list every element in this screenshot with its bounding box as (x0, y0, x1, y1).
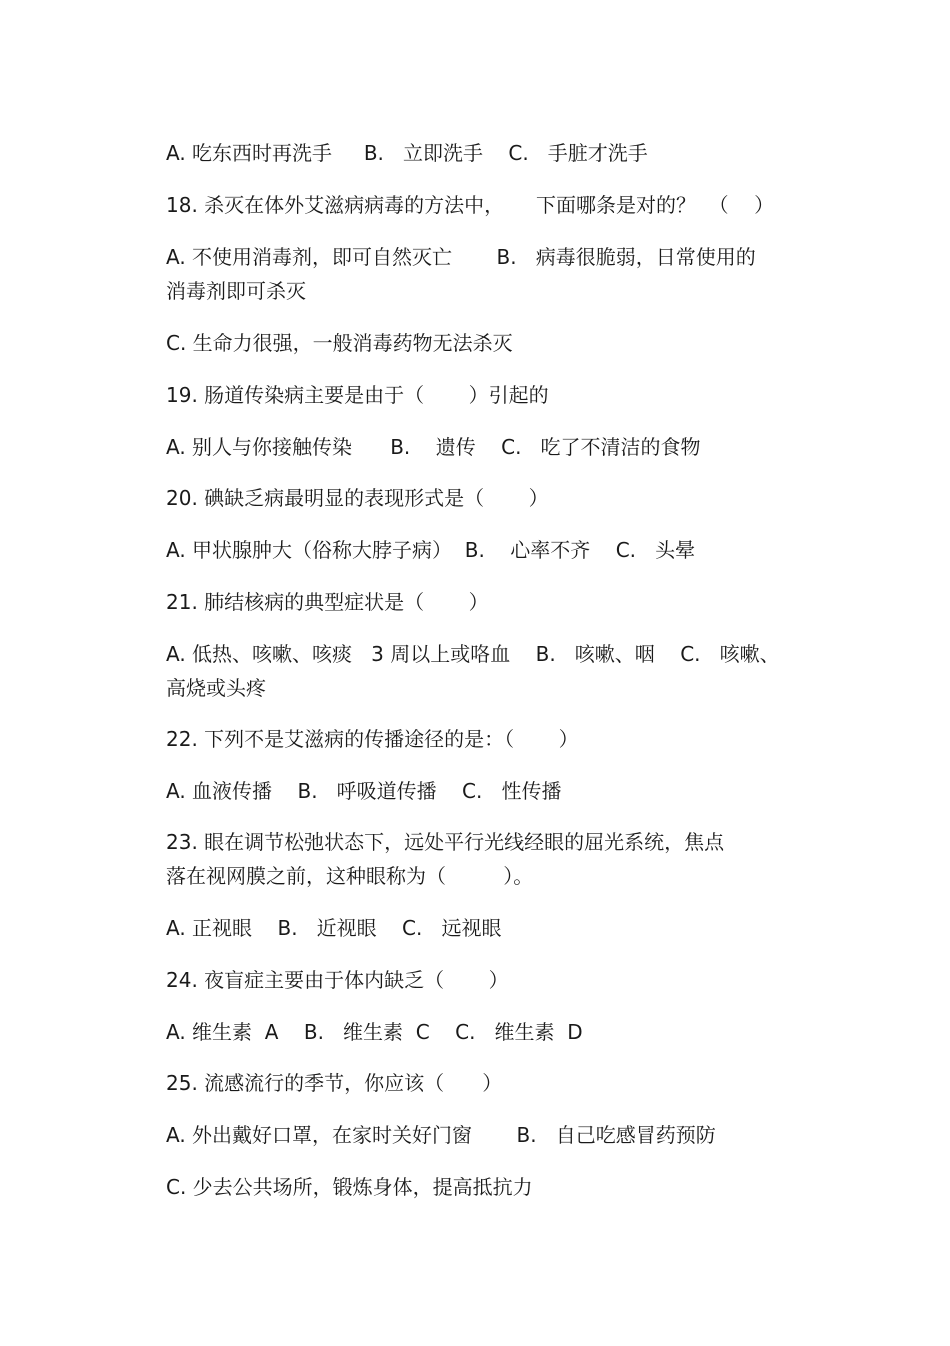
q23-question-line2: 落在视网膜之前，这种眼称为（ ）。 (166, 864, 534, 888)
q18-options-line2: 消毒剂即可杀灭 (166, 279, 306, 303)
q18-options-line1: A. 不使用消毒剂，即可自然灭亡 B. 病毒很脆弱，日常使用的 (166, 245, 756, 269)
q21-options-line1: A. 低热、咳嗽、咳痰 3 周以上或咯血 B. 咳嗽、咽 C. 咳嗽、 (166, 642, 780, 666)
q21-options-line2: 高烧或头疼 (166, 676, 266, 700)
q18-option-c: C. 生命力很强，一般消毒药物无法杀灭 (166, 331, 513, 355)
q21-question: 21. 肺结核病的典型症状是（ ） (166, 590, 489, 614)
q22-question: 22. 下列不是艾滋病的传播途径的是：（ ） (166, 727, 579, 751)
q24-options: A. 维生素 A B. 维生素 C C. 维生素 D (166, 1020, 583, 1044)
q17-options: A. 吃东西时再洗手 B. 立即洗手 C. 手脏才洗手 (166, 141, 648, 165)
q24-question: 24. 夜盲症主要由于体内缺乏（ ） (166, 968, 509, 992)
q22-options: A. 血液传播 B. 呼吸道传播 C. 性传播 (166, 779, 562, 803)
q23-options: A. 正视眼 B. 近视眼 C. 远视眼 (166, 916, 502, 940)
q19-options: A. 别人与你接触传染 B. 遗传 C. 吃了不清洁的食物 (166, 435, 701, 459)
q25-option-c: C. 少去公共场所，锻炼身体，提高抵抗力 (166, 1175, 533, 1199)
q23-question-line1: 23. 眼在调节松弛状态下，远处平行光线经眼的屈光系统，焦点 (166, 830, 725, 854)
q19-question: 19. 肠道传染病主要是由于（ ）引起的 (166, 383, 549, 407)
q20-options: A. 甲状腺肿大（俗称大脖子病） B. 心率不齐 C. 头晕 (166, 538, 696, 562)
q25-question: 25. 流感流行的季节，你应该（ ） (166, 1071, 503, 1095)
q18-question: 18. 杀灭在体外艾滋病病毒的方法中， 下面哪条是对的？ （ ） (166, 193, 775, 217)
q20-question: 20. 碘缺乏病最明显的表现形式是（ ） (166, 486, 549, 510)
q25-options-line1: A. 外出戴好口罩，在家时关好门窗 B. 自己吃感冒药预防 (166, 1123, 716, 1147)
